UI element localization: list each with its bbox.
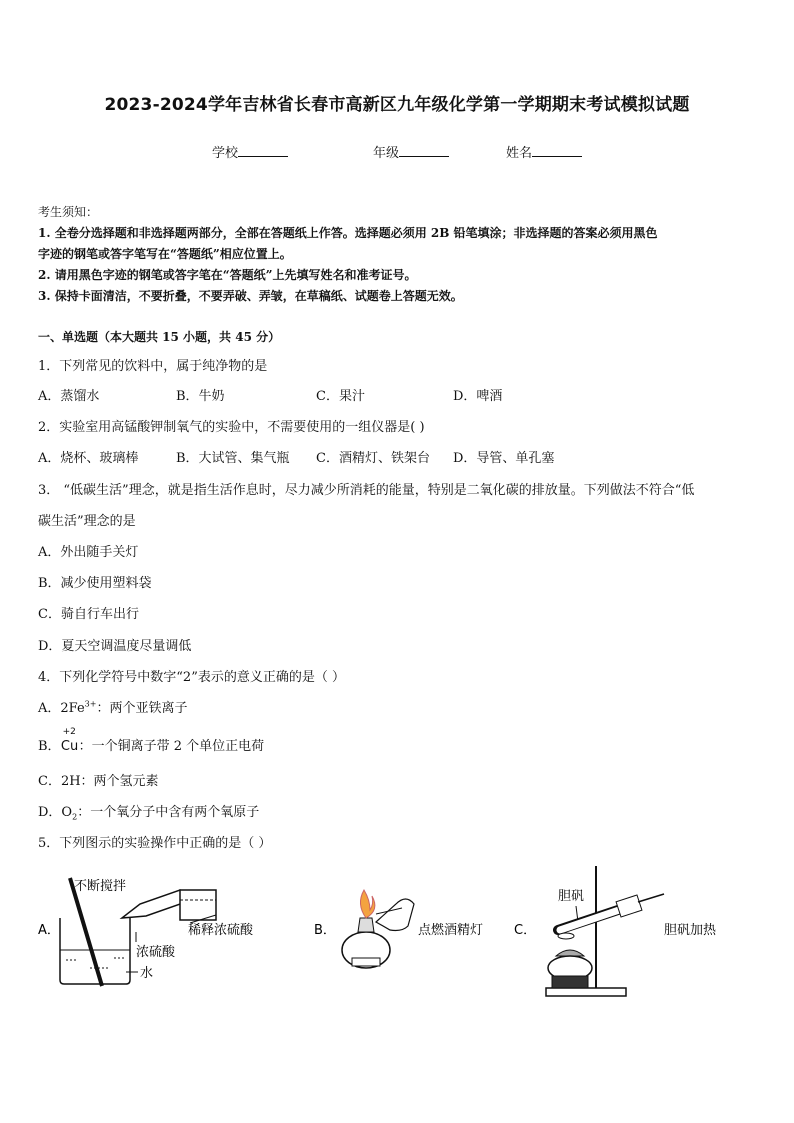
acid-bottle-spout bbox=[122, 890, 186, 918]
q4-a-charge: 3+ bbox=[84, 699, 97, 709]
notice-heading: 考生须知： bbox=[38, 205, 99, 219]
q2-option-d: D．导管、单孔塞 bbox=[453, 451, 555, 466]
notice-item: 2. 请用黑色字迹的钢笔或答字笔在“答题纸”上先填写姓名和准考证号。 bbox=[38, 268, 417, 282]
question-3-stem-cont: 碳生活”理念的是 bbox=[38, 514, 136, 529]
q4-d-prefix: D．O bbox=[38, 805, 73, 820]
question-2-stem: 2．实验室用高锰酸钾制氧气的实验中，不需要使用的一组仪器是( ) bbox=[38, 420, 425, 435]
notice-item: 1. 全卷分选择题和非选择题两部分，全部在答题纸上作答。选择题必须用 2B 铅笔填涂；非选择题的答案必须用黑色 bbox=[38, 226, 658, 240]
burner-flame bbox=[556, 950, 584, 956]
q5-c-caption: 胆矾加热 bbox=[664, 923, 717, 938]
q4-b-text: ：一个铜离子带 2 个单位正电荷 bbox=[78, 739, 265, 754]
q2-option-b: B．大试管、集气瓶 bbox=[176, 451, 290, 466]
school-label: 学校 bbox=[212, 146, 239, 161]
second-lamp-icon bbox=[376, 899, 414, 931]
q3-option-a: A．外出随手关灯 bbox=[38, 545, 139, 560]
name-blank bbox=[532, 144, 582, 157]
q4-b-cu-symbol bbox=[60, 727, 79, 754]
q2-option-c: C．酒精灯、铁架台 bbox=[316, 451, 430, 466]
q5-a-stir-text: 不断搅拌 bbox=[74, 879, 127, 894]
q1-option-b: B．牛奶 bbox=[176, 389, 225, 404]
lamp-wick-holder bbox=[358, 918, 374, 932]
grade-blank bbox=[399, 144, 449, 157]
notice-item: 字迹的钢笔或答字笔写在“答题纸”相应位置上。 bbox=[38, 247, 292, 261]
q3-option-d: D．夏天空调温度尽量调低 bbox=[38, 639, 192, 654]
q4-option-b bbox=[38, 727, 265, 754]
q4-option-d bbox=[38, 801, 259, 822]
q5-a-water-text: 水 bbox=[140, 966, 154, 981]
page-title: 2023-2024学年吉林省长春市高新区九年级化学第一学期期末考试模拟试题 bbox=[104, 95, 690, 115]
grade-field bbox=[373, 142, 449, 161]
question-1-stem: 1．下列常见的饮料中，属于纯净物的是 bbox=[38, 359, 268, 374]
q3-option-b: B．减少使用塑料袋 bbox=[38, 576, 152, 591]
question-4-stem: 4．下列化学符号中数字“2”表示的意义正确的是（ ） bbox=[38, 670, 345, 685]
q4-a-prefix: A．2Fe bbox=[38, 701, 85, 716]
name-field bbox=[506, 142, 582, 161]
q4-d-subscript: 2 bbox=[72, 812, 78, 822]
q5-a-label: A． bbox=[38, 923, 60, 938]
q2-option-a: A．烧杯、玻璃棒 bbox=[38, 451, 139, 466]
question-5-stem: 5．下列图示的实验操作中正确的是（ ） bbox=[38, 836, 272, 851]
q1-option-d: D．啤酒 bbox=[453, 389, 503, 404]
section-heading: 一、单选题（本大题共 15 小题，共 45 分） bbox=[38, 330, 281, 344]
school-field bbox=[212, 142, 288, 161]
acid-bottle-icon bbox=[180, 890, 216, 920]
q5-c-alum-text: 胆矾 bbox=[558, 889, 585, 904]
school-blank bbox=[238, 144, 288, 157]
q4-b-prefix: B． bbox=[38, 739, 61, 754]
q4-option-a bbox=[38, 697, 187, 716]
q4-d-text: ：一个氧分子中含有两个氧原子 bbox=[77, 805, 260, 820]
q4-b-element: Cu bbox=[60, 739, 79, 754]
q4-option-c: C．2H：两个氢元素 bbox=[38, 774, 159, 789]
beaker-icon bbox=[60, 918, 130, 984]
q4-a-text: ：两个亚铁离子 bbox=[96, 701, 188, 716]
q5-b-label: B． bbox=[314, 923, 336, 938]
glass-rod-icon bbox=[70, 878, 102, 986]
q1-option-a: A．蒸馏水 bbox=[38, 389, 100, 404]
tube-clamp-icon bbox=[616, 895, 642, 917]
iron-stand-base bbox=[546, 988, 626, 996]
question-3-stem: 3． “低碳生活”理念，就是指生活作息时，尽力减少所消耗的能量，特别是二氧化碳的排放量。下列做法不符合“低 bbox=[38, 483, 695, 498]
burner-base bbox=[552, 976, 588, 988]
q4-b-valence: +2 bbox=[62, 727, 76, 737]
q5-c-label: C． bbox=[514, 923, 537, 938]
q3-option-c: C．骑自行车出行 bbox=[38, 607, 139, 622]
q5-a-acid-text: 浓硫酸 bbox=[136, 945, 176, 960]
q5-figures bbox=[30, 860, 770, 1005]
notice-item: 3. 保持卡面清洁，不要折叠，不要弄破、弄皱，在草稿纸、试题卷上答题无效。 bbox=[38, 289, 463, 303]
q5-b-caption: 点燃酒精灯 bbox=[418, 923, 484, 938]
name-label: 姓名 bbox=[506, 146, 533, 161]
flame-icon bbox=[360, 890, 374, 918]
q1-option-c: C．果汁 bbox=[316, 389, 365, 404]
q5-a-dilute-text: 稀释浓硫酸 bbox=[188, 923, 254, 938]
grade-label: 年级 bbox=[373, 146, 400, 161]
